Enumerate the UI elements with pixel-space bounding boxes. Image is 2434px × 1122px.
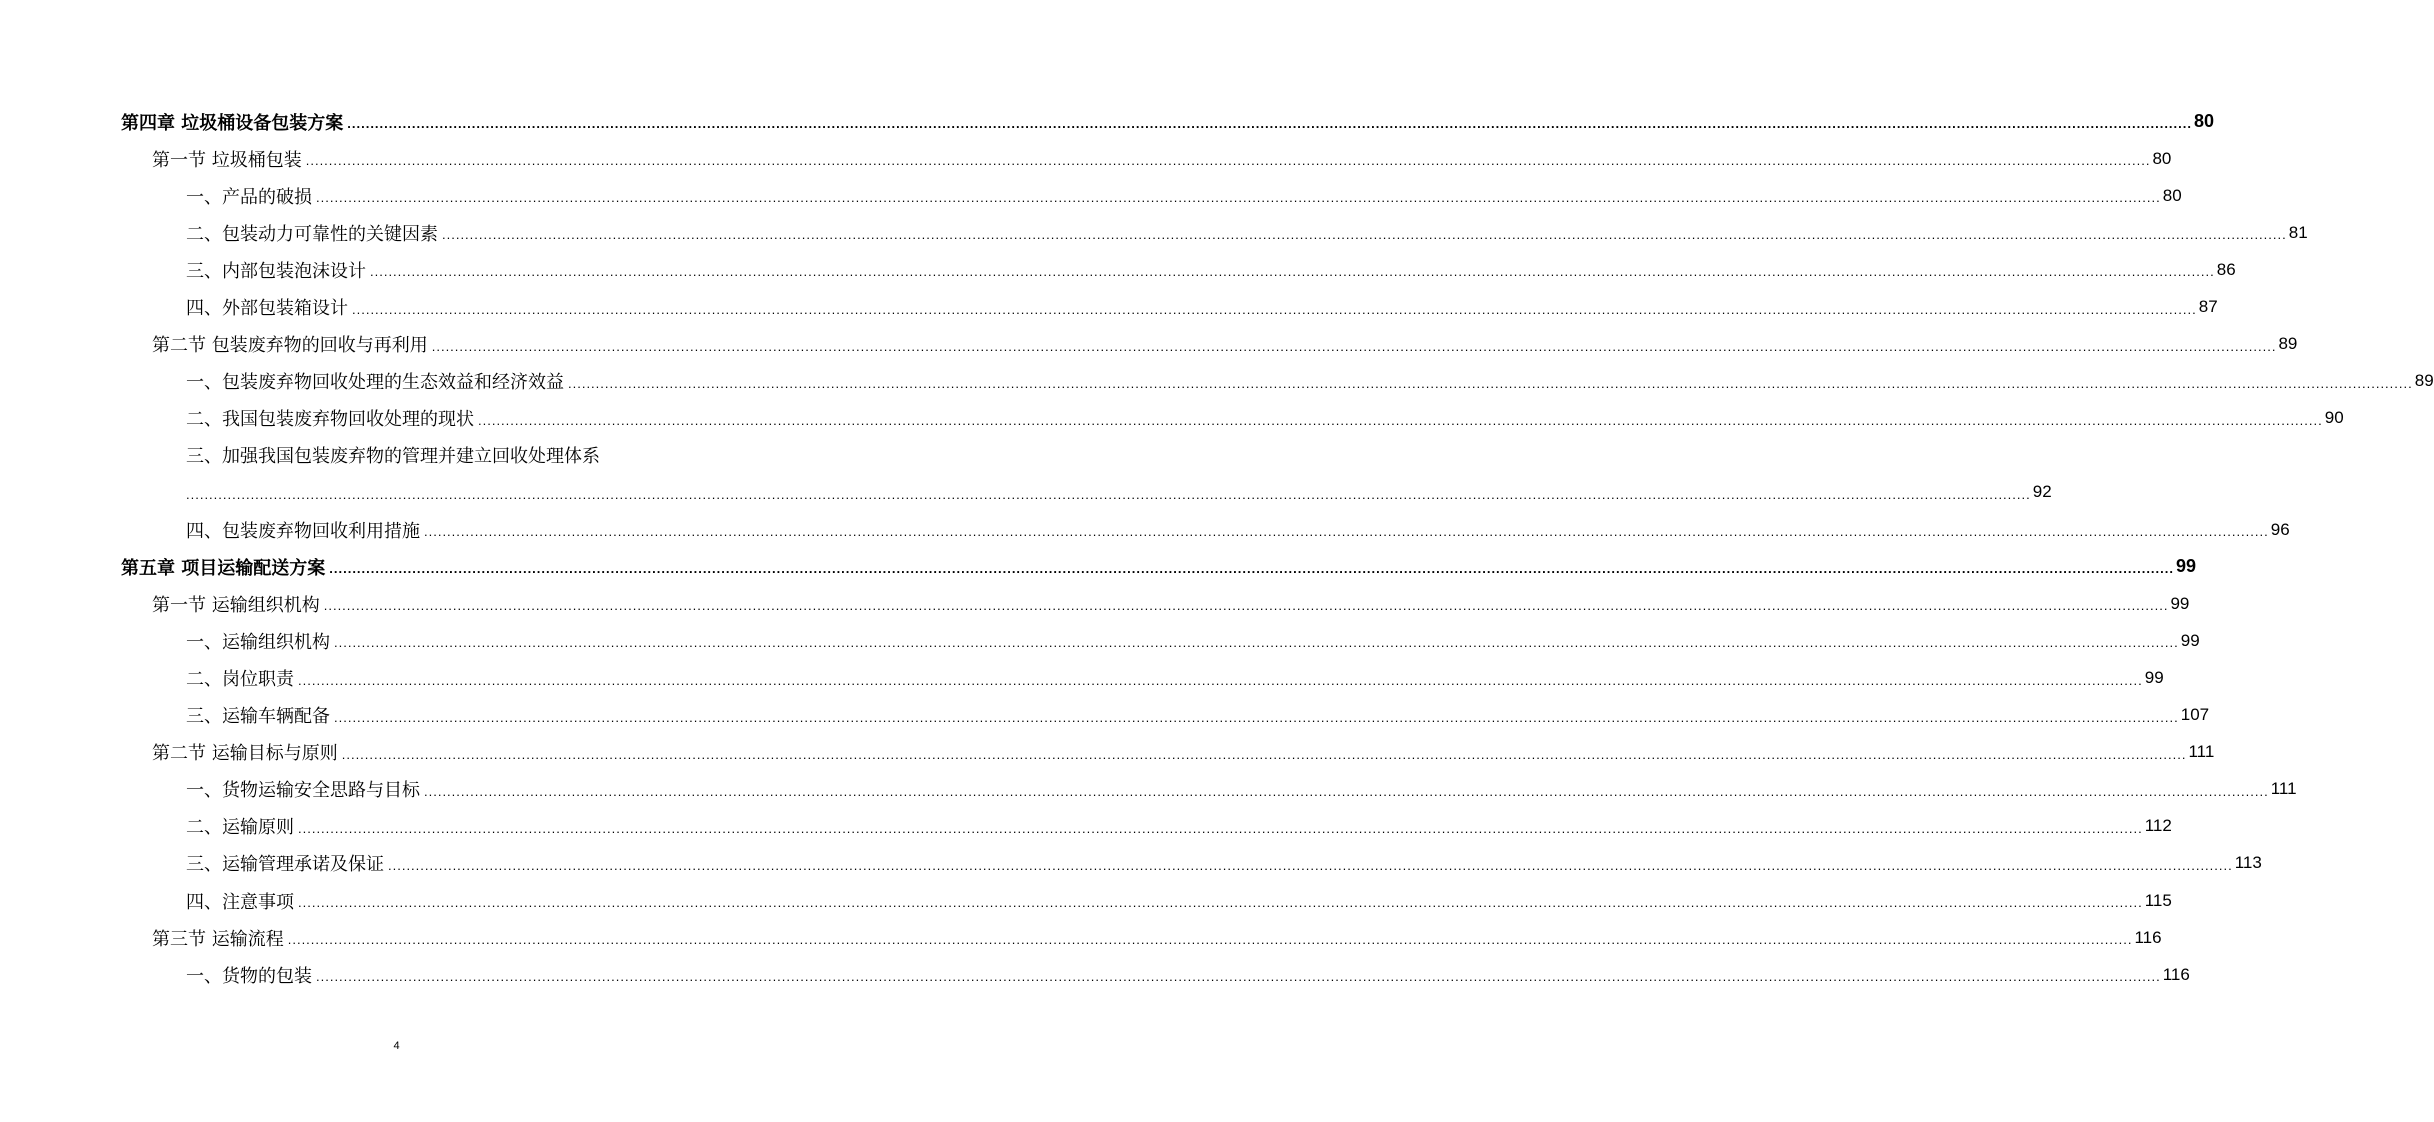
toc-entry-page: 99 (2180, 630, 2200, 650)
toc-entry[interactable] (0, 956, 2190, 993)
toc-entry-page: 90 (2324, 408, 2344, 428)
dot-leader: ................................................................................................................................................................................................................................................................................................................................................................................................................ (442, 227, 2287, 243)
toc-entry[interactable] (0, 659, 2164, 696)
toc-entry-label: 一、货物的包装 (186, 965, 312, 987)
dot-leader: ................................................................................................................................................................................................................................................................................................................................................................................................................ (298, 820, 2143, 836)
dot-leader: ................................................................................................................................................................................................................................................................................................................................................................................................................ (568, 375, 2413, 391)
toc-entry-label: 一、包装废弃物回收处理的生态效益和经济效益 (186, 372, 564, 394)
toc-entry-label: 第五章 项目运输配送方案 (121, 557, 326, 579)
toc-entry-label: 第一节 垃圾桶包装 (152, 149, 302, 171)
toc-entry-label: 第四章 垃圾桶设备包装方案 (121, 112, 344, 134)
toc-entry-label: 三、运输车辆配备 (186, 706, 330, 728)
dot-leader: ................................................................................................................................................................................................................................................................................................................................................................................................................ (316, 190, 2161, 206)
toc-entry-page: 112 (2144, 816, 2172, 836)
toc-entry[interactable] (0, 177, 2182, 214)
toc-entry-page: 107 (2180, 705, 2210, 725)
toc-entry-page: 115 (2144, 890, 2172, 910)
toc-chapter-entry[interactable] (0, 548, 2197, 585)
toc-section-entry[interactable] (0, 140, 2172, 177)
toc-entry[interactable] (0, 808, 2172, 845)
toc-entry-page: 86 (2216, 259, 2236, 279)
toc-entry-page: 99 (2144, 667, 2164, 687)
toc-entry-label: 二、包装动力可靠性的关键因素 (186, 223, 438, 245)
toc-entry-page: 96 (2270, 519, 2290, 539)
dot-leader: ................................................................................................................................................................................................................................................................................................................................................................................................................ (298, 895, 2143, 911)
toc-entry-label: 三、加强我国包装废弃物的管理并建立回收处理体系 (186, 446, 600, 468)
toc-entry-page: 81 (2288, 222, 2308, 242)
toc-entry-page: 99 (2170, 593, 2190, 613)
dot-leader: ................................................................................................................................................................................................................................................................................................................................................................................................................ (424, 524, 2269, 540)
toc-entry[interactable] (0, 437, 793, 474)
toc-entry[interactable] (0, 214, 2308, 251)
toc-entry[interactable] (0, 845, 2262, 882)
toc-entry-label: 第三节 运输流程 (152, 928, 284, 950)
toc-entry[interactable] (0, 771, 2297, 808)
dot-leader: ................................................................................................................................................................................................................................................................................................................................................................................................................ (316, 969, 2161, 985)
toc-entry-page: 87 (2198, 297, 2218, 317)
toc-entry-page: 113 (2234, 853, 2262, 873)
toc-entry[interactable] (0, 251, 2236, 288)
toc-entry-label: 一、货物运输安全思路与目标 (186, 780, 420, 802)
toc-entry[interactable] (0, 882, 2172, 919)
toc-entry[interactable] (0, 288, 2218, 325)
dot-leader: ................................................................................................................................................................................................................................................................................................................................................................................................................ (388, 857, 2233, 873)
dot-leader: ................................................................................................................................................................................................................................................................................................................................................................................................................ (334, 635, 2179, 651)
toc-entry-label: 二、我国包装废弃物回收处理的现状 (186, 409, 474, 431)
toc-chapter-entry[interactable] (0, 103, 2215, 140)
toc-section-entry[interactable] (0, 919, 2162, 956)
toc-entry-label: 二、岗位职责 (186, 668, 294, 690)
toc-entry-page: 116 (2162, 964, 2190, 984)
toc-entry-label: 二、运输原则 (186, 817, 294, 839)
toc-entry-page: 116 (2134, 927, 2162, 947)
toc-entry-page: 80 (2162, 185, 2182, 205)
dot-leader: ................................................................................................................................................................................................................................................................................................................................................................................................................ (424, 783, 2269, 799)
dot-leader: ................................................................................................................................................................................................................................................................................................................................................................................................................ (186, 487, 2031, 503)
page-number: 4 (393, 1040, 400, 1052)
dot-leader: ................................................................................................................................................................................................................................................................................................................................................................................................................ (287, 932, 2133, 948)
toc-entry[interactable] (0, 511, 2290, 548)
toc-entry[interactable] (0, 363, 2434, 400)
dot-leader: ................................................................................................................................................................................................................................................................................................................................................................................................................ (352, 301, 2197, 317)
toc-entry-label: 第二节 包装废弃物的回收与再利用 (152, 335, 428, 357)
toc-entry-label: 第二节 运输目标与原则 (152, 743, 338, 765)
toc-entry-label: 三、内部包装泡沫设计 (186, 260, 366, 282)
toc-entry-page: 89 (2278, 334, 2298, 354)
toc-entry-page: 92 (2032, 482, 2052, 502)
toc-section-entry[interactable] (0, 326, 2298, 363)
dot-leader: ................................................................................................................................................................................................................................................................................................................................................................................................................ (323, 598, 2169, 614)
toc-entry-label: 一、产品的破损 (186, 186, 312, 208)
dot-leader: ................................................................................................................................................................................................................................................................................................................................................................................................................ (370, 264, 2215, 280)
toc-entry[interactable] (0, 622, 2200, 659)
toc-entry-label: 四、包装废弃物回收利用措施 (186, 520, 420, 542)
toc-entry-label: 四、外部包装箱设计 (186, 298, 348, 320)
toc-entry-page: 111 (2188, 742, 2215, 762)
dot-leader: ................................................................................................................................................................................................................................................................................................................................................................................................................ (329, 561, 2174, 577)
table-of-contents (0, 103, 2434, 993)
toc-entry[interactable] (0, 697, 2210, 734)
toc-entry-page: 80 (2194, 111, 2215, 132)
toc-entry-page: 111 (2270, 779, 2297, 799)
toc-section-entry[interactable] (0, 585, 2190, 622)
toc-entry-page: 99 (2176, 556, 2197, 577)
toc-entry-continuation[interactable] (0, 474, 2052, 511)
toc-entry-label: 三、运输管理承诺及保证 (186, 854, 384, 876)
dot-leader: ................................................................................................................................................................................................................................................................................................................................................................................................................ (334, 709, 2179, 725)
toc-entry[interactable] (0, 400, 2344, 437)
dot-leader: ................................................................................................................................................................................................................................................................................................................................................................................................................ (298, 672, 2143, 688)
toc-section-entry[interactable] (0, 734, 2215, 771)
dot-leader: ................................................................................................................................................................................................................................................................................................................................................................................................................ (347, 116, 2192, 132)
toc-entry-page: 89 (2414, 371, 2434, 391)
toc-entry-label: 一、运输组织机构 (186, 631, 330, 653)
toc-entry-page: 80 (2152, 148, 2172, 168)
toc-entry-label: 四、注意事项 (186, 891, 294, 913)
dot-leader: ................................................................................................................................................................................................................................................................................................................................................................................................................ (305, 153, 2151, 169)
dot-leader: ................................................................................................................................................................................................................................................................................................................................................................................................................ (478, 412, 2323, 428)
dot-leader: ................................................................................................................................................................................................................................................................................................................................................................................................................ (431, 338, 2277, 354)
dot-leader: ................................................................................................................................................................................................................................................................................................................................................................................................................ (341, 746, 2187, 762)
toc-entry-label: 第一节 运输组织机构 (152, 594, 320, 616)
